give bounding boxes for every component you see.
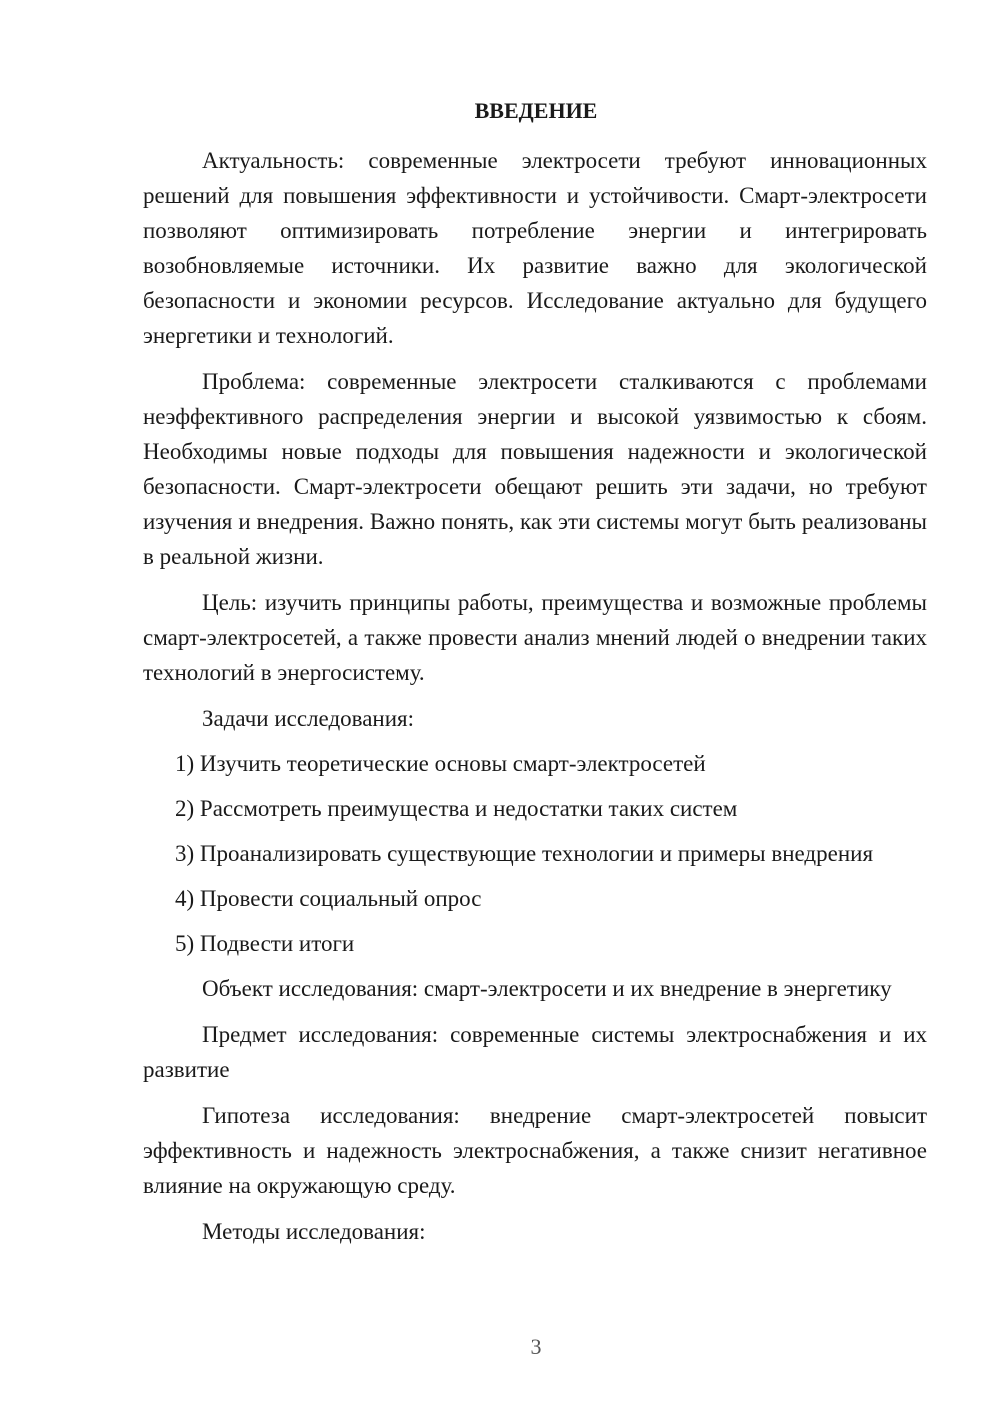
- paragraph-goal: Цель: изучить принципы работы, преимущества и возможные проблемы смарт-электросетей, а также провести анализ мнений людей о внедрении таких технологий в энергосистему.: [143, 590, 927, 685]
- methods-heading: Методы исследования:: [202, 1219, 426, 1244]
- task-item: 5) Подвести итоги: [175, 931, 355, 956]
- paragraph-object: Объект исследования: смарт-электросети и их внедрение в энергетику: [202, 976, 892, 1001]
- paragraph-relevance: Актуальность: современные электросети требуют инновационных решений для повышения эффективности и устойчивости. Смарт-электросети позволяют оптимизировать потребление энергии и интегрировать возобновляемые источники. Их развитие важно для экологической безопасности и экономии ресурсов. Исследование актуально для будущего энергетики и технологий.: [143, 148, 927, 348]
- task-item: 3) Проанализировать существующие технологии и примеры внедрения: [175, 841, 874, 866]
- paragraph-hypothesis: Гипотеза исследования: внедрение смарт-электросетей повысит эффективность и надежность электроснабжения, а также снизит негативное влияние на окружающую среду.: [143, 1103, 927, 1198]
- page-title: ВВЕДЕНИЕ: [474, 98, 598, 123]
- task-item: 1) Изучить теоретические основы смарт-электросетей: [175, 751, 706, 776]
- paragraph-problem: Проблема: современные электросети сталкиваются с проблемами неэффективного распределения энергии и высокой уязвимостью к сбоям. Необходимы новые подходы для повышения надежности и экологической безопасности. Смарт-электросети обещают решить эти задачи, но требуют изучения и внедрения. Важно понять, как эти системы могут быть реализованы в реальной жизни.: [143, 369, 927, 569]
- tasks-heading: Задачи исследования:: [202, 706, 415, 731]
- paragraph-subject: Предмет исследования: современные системы электроснабжения и их развитие: [143, 1022, 927, 1082]
- document-body: [143, 143, 927, 1260]
- task-item: 4) Провести социальный опрос: [175, 886, 482, 911]
- page-number: 3: [530, 1334, 542, 1359]
- task-item: 2) Рассмотреть преимущества и недостатки таких систем: [175, 796, 738, 821]
